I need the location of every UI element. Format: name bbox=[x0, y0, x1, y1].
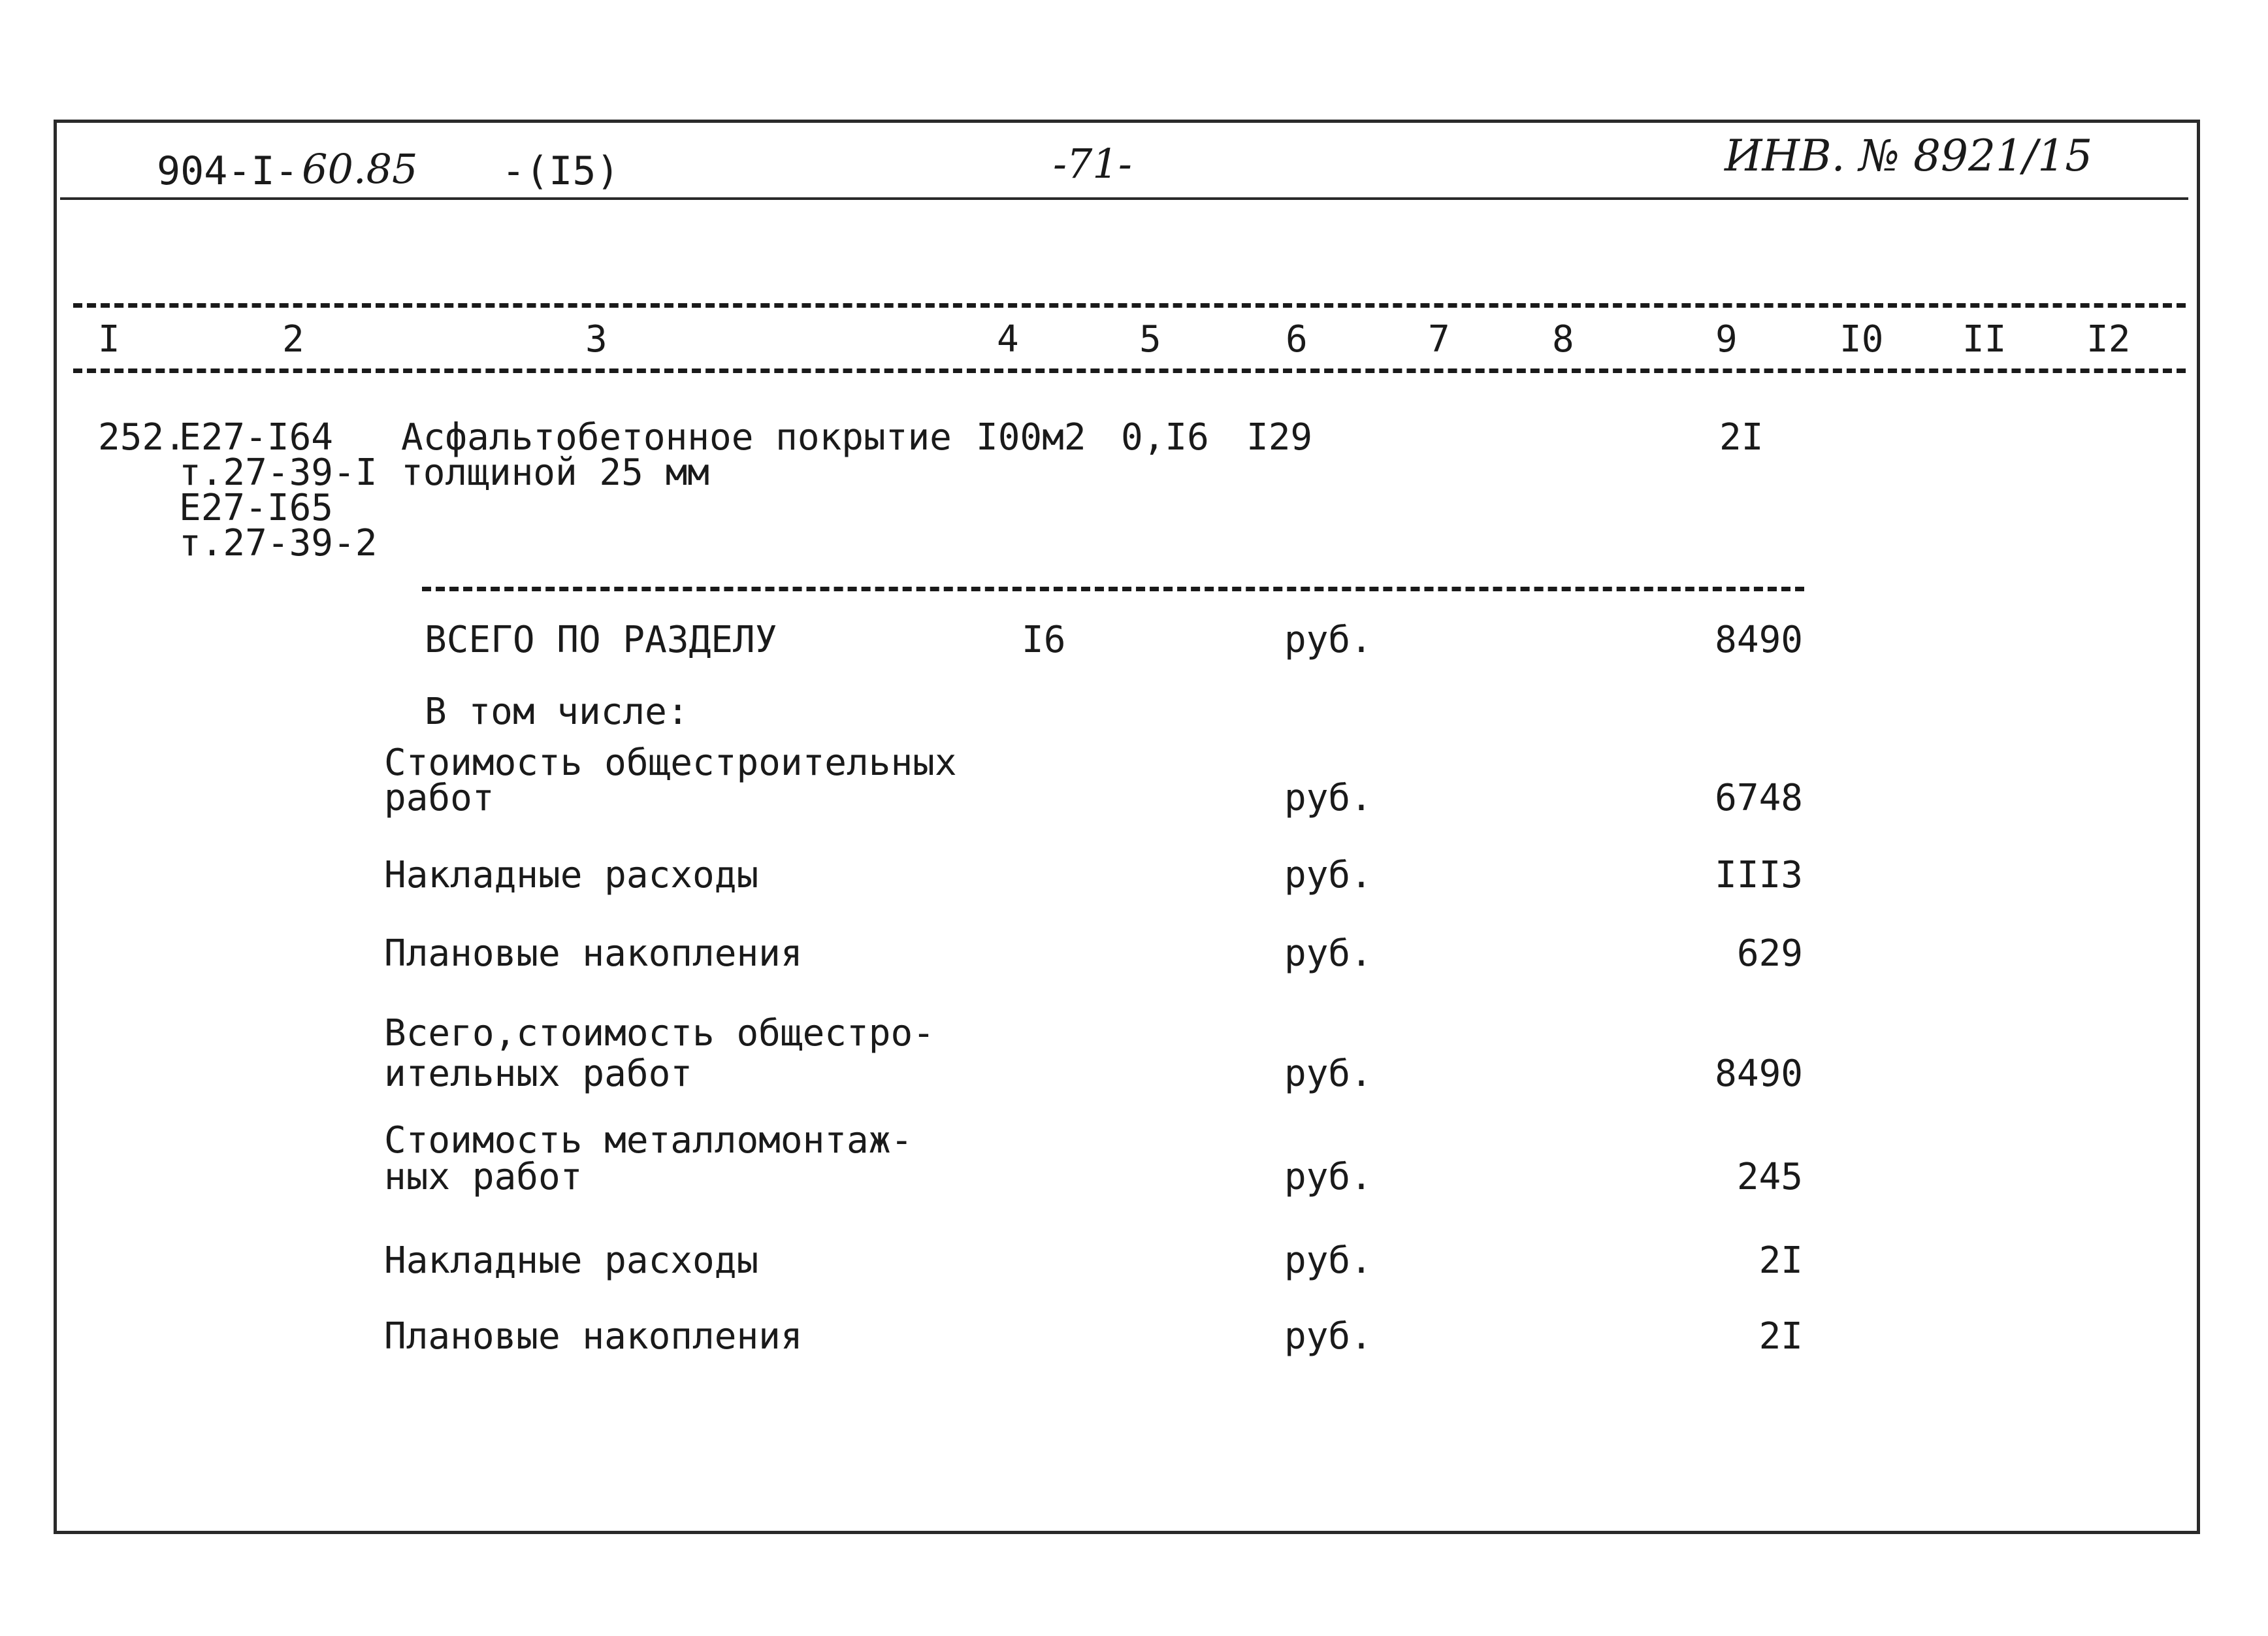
doc-series: 904-I- bbox=[157, 148, 299, 194]
section-total-unit: руб. bbox=[1284, 619, 1372, 661]
breakdown-label-line: работ bbox=[384, 777, 494, 819]
section-total-value: 8490 bbox=[1715, 619, 1803, 661]
breakdown-label-line: Плановые накопления bbox=[384, 932, 803, 975]
col-9: 9 bbox=[1715, 318, 1738, 361]
col-6: 6 bbox=[1286, 318, 1308, 361]
col-1: I bbox=[98, 318, 120, 361]
item-quantity: 0,I6 bbox=[1121, 416, 1209, 459]
col-12: I2 bbox=[2086, 318, 2131, 361]
breakdown-label-line: ительных работ bbox=[384, 1053, 693, 1095]
breakdown-label-line: ных работ bbox=[384, 1156, 583, 1198]
breakdown-label-line: Стоимость металломонтаж- bbox=[384, 1119, 913, 1162]
columns-top-rule bbox=[73, 303, 2186, 308]
item-unit-cost: I29 bbox=[1246, 416, 1313, 459]
doc-series-handwritten: 60.85 bbox=[302, 145, 418, 193]
breakdown-value: 2I bbox=[1758, 1315, 1803, 1358]
breakdown-value: 629 bbox=[1736, 932, 1803, 975]
section-total-label: ВСЕГО ПО РАЗДЕЛУ bbox=[425, 619, 777, 661]
breakdown-value: 8490 bbox=[1715, 1053, 1803, 1095]
breakdown-unit: руб. bbox=[1284, 1053, 1372, 1095]
col-2: 2 bbox=[282, 318, 304, 361]
breakdown-label-line: Плановые накопления bbox=[384, 1315, 803, 1358]
col-11: II bbox=[1962, 318, 2007, 361]
page-number: -71- bbox=[1053, 140, 1132, 188]
col-3: 3 bbox=[585, 318, 608, 361]
col-4: 4 bbox=[997, 318, 1019, 361]
col-10: I0 bbox=[1839, 318, 1884, 361]
header-rule bbox=[60, 197, 2188, 200]
doc-part: -(I5) bbox=[502, 148, 620, 194]
breakdown-unit: руб. bbox=[1284, 1315, 1372, 1358]
col-7: 7 bbox=[1428, 318, 1450, 361]
inventory-number: ИНВ. № 8921/15 bbox=[1725, 131, 2093, 181]
breakdown-label-line: Всего,стоимость общестро- bbox=[384, 1012, 935, 1055]
columns-bottom-rule bbox=[73, 368, 2186, 373]
breakdown-value: 6748 bbox=[1715, 777, 1803, 819]
breakdown-unit: руб. bbox=[1284, 1156, 1372, 1198]
item-code-line: Е27-I65 bbox=[179, 487, 334, 529]
breakdown-label-line: Стоимость общестроительных bbox=[384, 742, 957, 784]
breakdown-value: III3 bbox=[1715, 854, 1803, 896]
breakdown-unit: руб. bbox=[1284, 777, 1372, 819]
item-description-line: толщиной 25 мм bbox=[401, 451, 710, 494]
item-code-line: т.27-39-I bbox=[179, 451, 378, 494]
breakdown-label-line: Накладные расходы bbox=[384, 854, 759, 896]
including-label: В том числе: bbox=[425, 691, 689, 733]
breakdown-unit: руб. bbox=[1284, 1239, 1372, 1282]
item-number: 252. bbox=[98, 416, 186, 459]
breakdown-value: 2I bbox=[1758, 1239, 1803, 1282]
breakdown-label-line: Накладные расходы bbox=[384, 1239, 759, 1282]
item-code-line: Е27-I64 bbox=[179, 416, 334, 459]
item-unit: I00м2 bbox=[976, 416, 1086, 459]
item-description-line: Асфальтобетонное покрытие bbox=[401, 416, 952, 459]
section-total-count: I6 bbox=[1022, 619, 1066, 661]
breakdown-value: 245 bbox=[1736, 1156, 1803, 1198]
breakdown-unit: руб. bbox=[1284, 854, 1372, 896]
breakdown-unit: руб. bbox=[1284, 932, 1372, 975]
section-total-rule bbox=[422, 587, 1804, 591]
col-8: 8 bbox=[1552, 318, 1574, 361]
item-total: 2I bbox=[1719, 416, 1764, 459]
col-5: 5 bbox=[1139, 318, 1161, 361]
item-code-line: т.27-39-2 bbox=[179, 522, 378, 564]
